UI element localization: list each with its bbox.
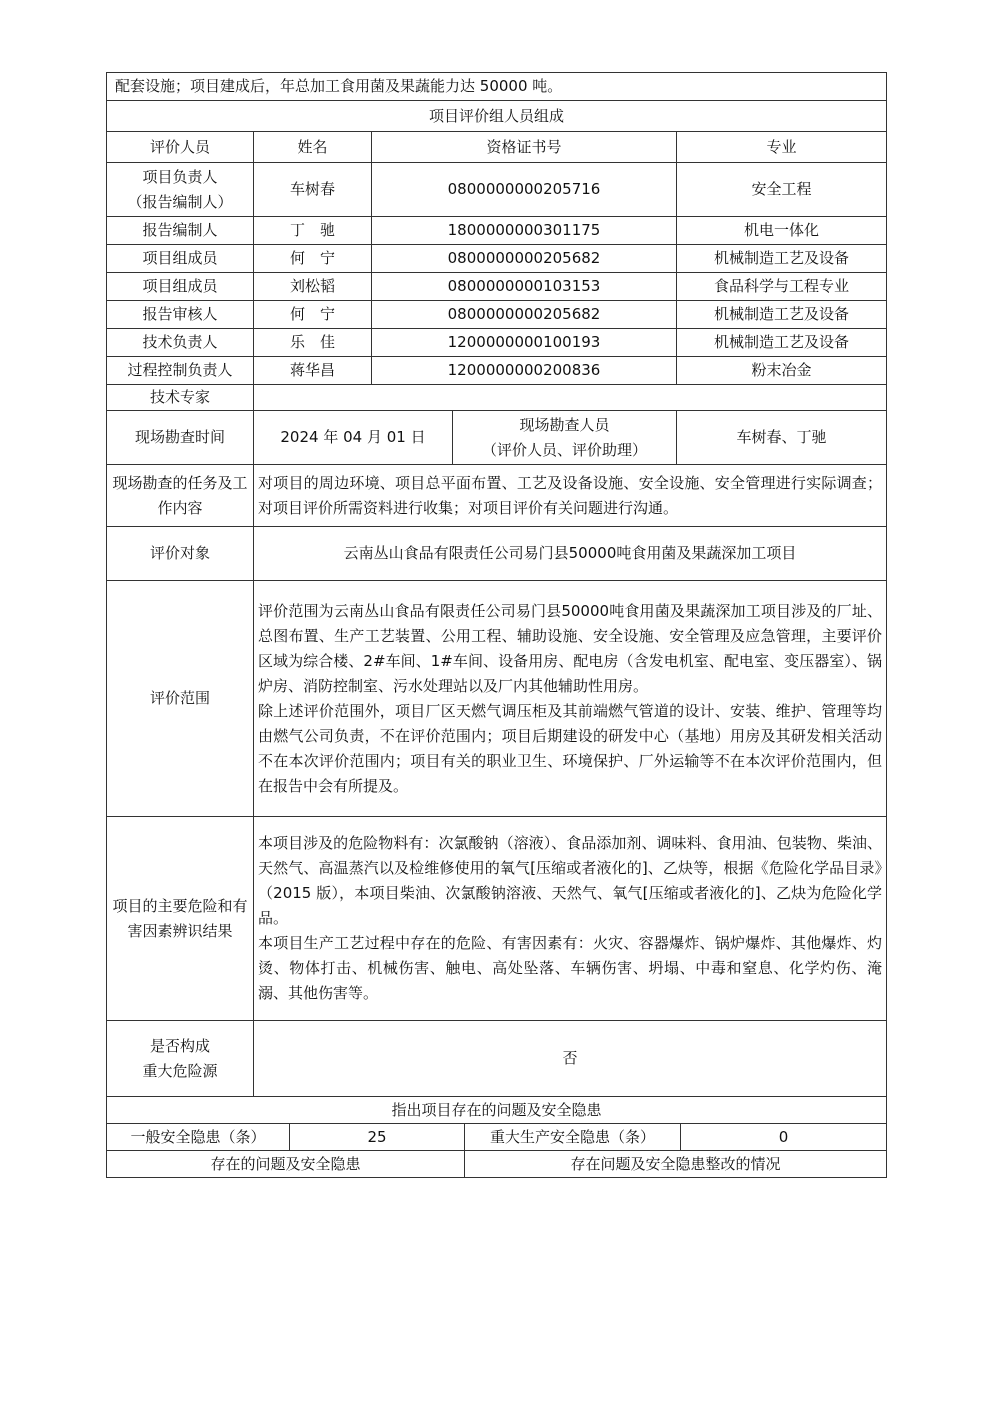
team-row bbox=[107, 163, 887, 217]
member-role: 报告审核人 bbox=[107, 301, 254, 329]
issues-title-row bbox=[107, 1097, 887, 1124]
header-major: 专业 bbox=[677, 132, 887, 163]
header-cert: 资格证书号 bbox=[372, 132, 677, 163]
member-major: 安全工程 bbox=[677, 163, 887, 217]
general-hazard-count: 25 bbox=[290, 1124, 465, 1151]
header-role: 评价人员 bbox=[107, 132, 254, 163]
survey-task-label: 现场勘查的任务及工作内容 bbox=[107, 465, 254, 527]
issues-col-left: 存在的问题及安全隐患 bbox=[107, 1151, 465, 1178]
hazards-paragraph: 本项目涉及的危险物料有：次氯酸钠（溶液）、食品添加剂、调味料、食用油、包装物、柴油、天然气、高温蒸汽以及检维修使用的氧气[压缩或者液化的]、乙炔等，根据《危险化学品目录》（2015 版），本项目柴油、次氯酸钠溶液、天然气、氧气[压缩或者液化的]、乙炔为危险化学品。 bbox=[258, 834, 883, 927]
hazards-row bbox=[107, 817, 887, 1021]
member-major: 机械制造工艺及设备 bbox=[677, 329, 887, 357]
issues-col-right: 存在问题及安全隐患整改的情况 bbox=[465, 1151, 887, 1178]
team-row bbox=[107, 357, 887, 385]
survey-staff-label: 现场勘查人员 （评价人员、评价助理） bbox=[453, 411, 677, 465]
survey-time-value: 2024 年 04 月 01 日 bbox=[254, 411, 453, 465]
scope-paragraph: 评价范围为云南丛山食品有限责任公司易门县50000吨食用菌及果蔬深加工项目涉及的厂址、总图布置、生产工艺装置、公用工程、辅助设施、安全设施、安全管理及应急管理，主要评价区域为综合楼、2#车间、1#车间、设备用房、配电房（含发电机室、配电室、变压器室）、锅炉房、消防控制室、污水处理站以及厂内其他辅助性用房。 bbox=[258, 601, 883, 695]
member-name: 刘松韬 bbox=[254, 273, 372, 301]
team-row bbox=[107, 273, 887, 301]
member-cert: 0800000000205716 bbox=[372, 163, 677, 217]
expert-row bbox=[107, 385, 887, 411]
main-table bbox=[106, 72, 887, 1097]
object-value: 云南丛山食品有限责任公司易门县50000吨食用菌及果蔬深加工项目 bbox=[254, 527, 887, 581]
member-cert: 0800000000103153 bbox=[372, 273, 677, 301]
issues-column-header-row bbox=[107, 1151, 887, 1178]
member-major: 粉末冶金 bbox=[677, 357, 887, 385]
issues-section-title: 指出项目存在的问题及安全隐患 bbox=[107, 1097, 887, 1124]
hazards-label: 项目的主要危险和有害因素辨识结果 bbox=[107, 817, 254, 1021]
issues-count-row bbox=[107, 1124, 887, 1151]
member-role: 项目组成员 bbox=[107, 245, 254, 273]
member-major: 机械制造工艺及设备 bbox=[677, 245, 887, 273]
major-hazard-count-label: 重大生产安全隐患（条） bbox=[465, 1124, 681, 1151]
member-role: 项目组成员 bbox=[107, 273, 254, 301]
member-role: 项目负责人 （报告编制人） bbox=[107, 163, 254, 217]
header-name: 姓名 bbox=[254, 132, 372, 163]
scope-label: 评价范围 bbox=[107, 581, 254, 817]
member-name: 车树春 bbox=[254, 163, 372, 217]
expert-value bbox=[254, 385, 887, 411]
major-hazard-value: 否 bbox=[254, 1021, 887, 1097]
team-row bbox=[107, 329, 887, 357]
member-cert: 0800000000205682 bbox=[372, 245, 677, 273]
member-cert: 1200000000100193 bbox=[372, 329, 677, 357]
hazards-text bbox=[254, 817, 887, 1021]
hazards-paragraph: 本项目生产工艺过程中存在的危险、有害因素有：火灾、容器爆炸、锅炉爆炸、其他爆炸、灼烫、物体打击、机械伤害、触电、高处坠落、车辆伤害、坍塌、中毒和窒息、化学灼伤、淹溺、其他伤害等。 bbox=[258, 934, 883, 1002]
expert-label: 技术专家 bbox=[107, 385, 254, 411]
evaluation-sheet bbox=[106, 72, 886, 1178]
member-name: 蒋华昌 bbox=[254, 357, 372, 385]
member-cert: 1200000000200836 bbox=[372, 357, 677, 385]
scope-row bbox=[107, 581, 887, 817]
member-role: 报告编制人 bbox=[107, 217, 254, 245]
object-label: 评价对象 bbox=[107, 527, 254, 581]
member-name: 乐 佳 bbox=[254, 329, 372, 357]
member-major: 机电一体化 bbox=[677, 217, 887, 245]
major-hazard-row bbox=[107, 1021, 887, 1097]
survey-task-value: 对项目的周边环境、项目总平面布置、工艺及设备设施、安全设施、安全管理进行实际调查；对项目评价所需资料进行收集；对项目评价有关问题进行沟通。 bbox=[254, 465, 887, 527]
team-row bbox=[107, 301, 887, 329]
member-role: 技术负责人 bbox=[107, 329, 254, 357]
team-section-title: 项目评价组人员组成 bbox=[107, 101, 887, 132]
team-header-row bbox=[107, 132, 887, 163]
member-cert: 1800000000301175 bbox=[372, 217, 677, 245]
major-hazard-label: 是否构成 重大危险源 bbox=[107, 1021, 254, 1097]
survey-task-row bbox=[107, 465, 887, 527]
member-name: 丁 驰 bbox=[254, 217, 372, 245]
issues-table bbox=[106, 1096, 887, 1178]
member-role: 过程控制负责人 bbox=[107, 357, 254, 385]
object-row bbox=[107, 527, 887, 581]
intro-line: 配套设施；项目建成后，年总加工食用菌及果蔬能力达 50000 吨。 bbox=[107, 73, 887, 101]
scope-paragraph: 除上述评价范围外，项目厂区天燃气调压柜及其前端燃气管道的设计、安装、维护、管理等均由燃气公司负责，不在评价范围内；项目后期建设的研发中心（基地）用房及其研发相关活动不在本次评价范围内；项目有关的职业卫生、环境保护、厂外运输等不在本次评价范围内，但在报告中会有所提及。 bbox=[258, 701, 883, 795]
member-major: 食品科学与工程专业 bbox=[677, 273, 887, 301]
survey-staff-value: 车树春、丁驰 bbox=[677, 411, 887, 465]
member-name: 何 宁 bbox=[254, 301, 372, 329]
team-row bbox=[107, 245, 887, 273]
survey-time-label: 现场勘查时间 bbox=[107, 411, 254, 465]
member-name: 何 宁 bbox=[254, 245, 372, 273]
survey-time-row bbox=[107, 411, 887, 465]
team-row bbox=[107, 217, 887, 245]
member-major: 机械制造工艺及设备 bbox=[677, 301, 887, 329]
major-hazard-count: 0 bbox=[681, 1124, 887, 1151]
scope-text bbox=[254, 581, 887, 817]
member-cert: 0800000000205682 bbox=[372, 301, 677, 329]
general-hazard-label: 一般安全隐患（条） bbox=[107, 1124, 290, 1151]
